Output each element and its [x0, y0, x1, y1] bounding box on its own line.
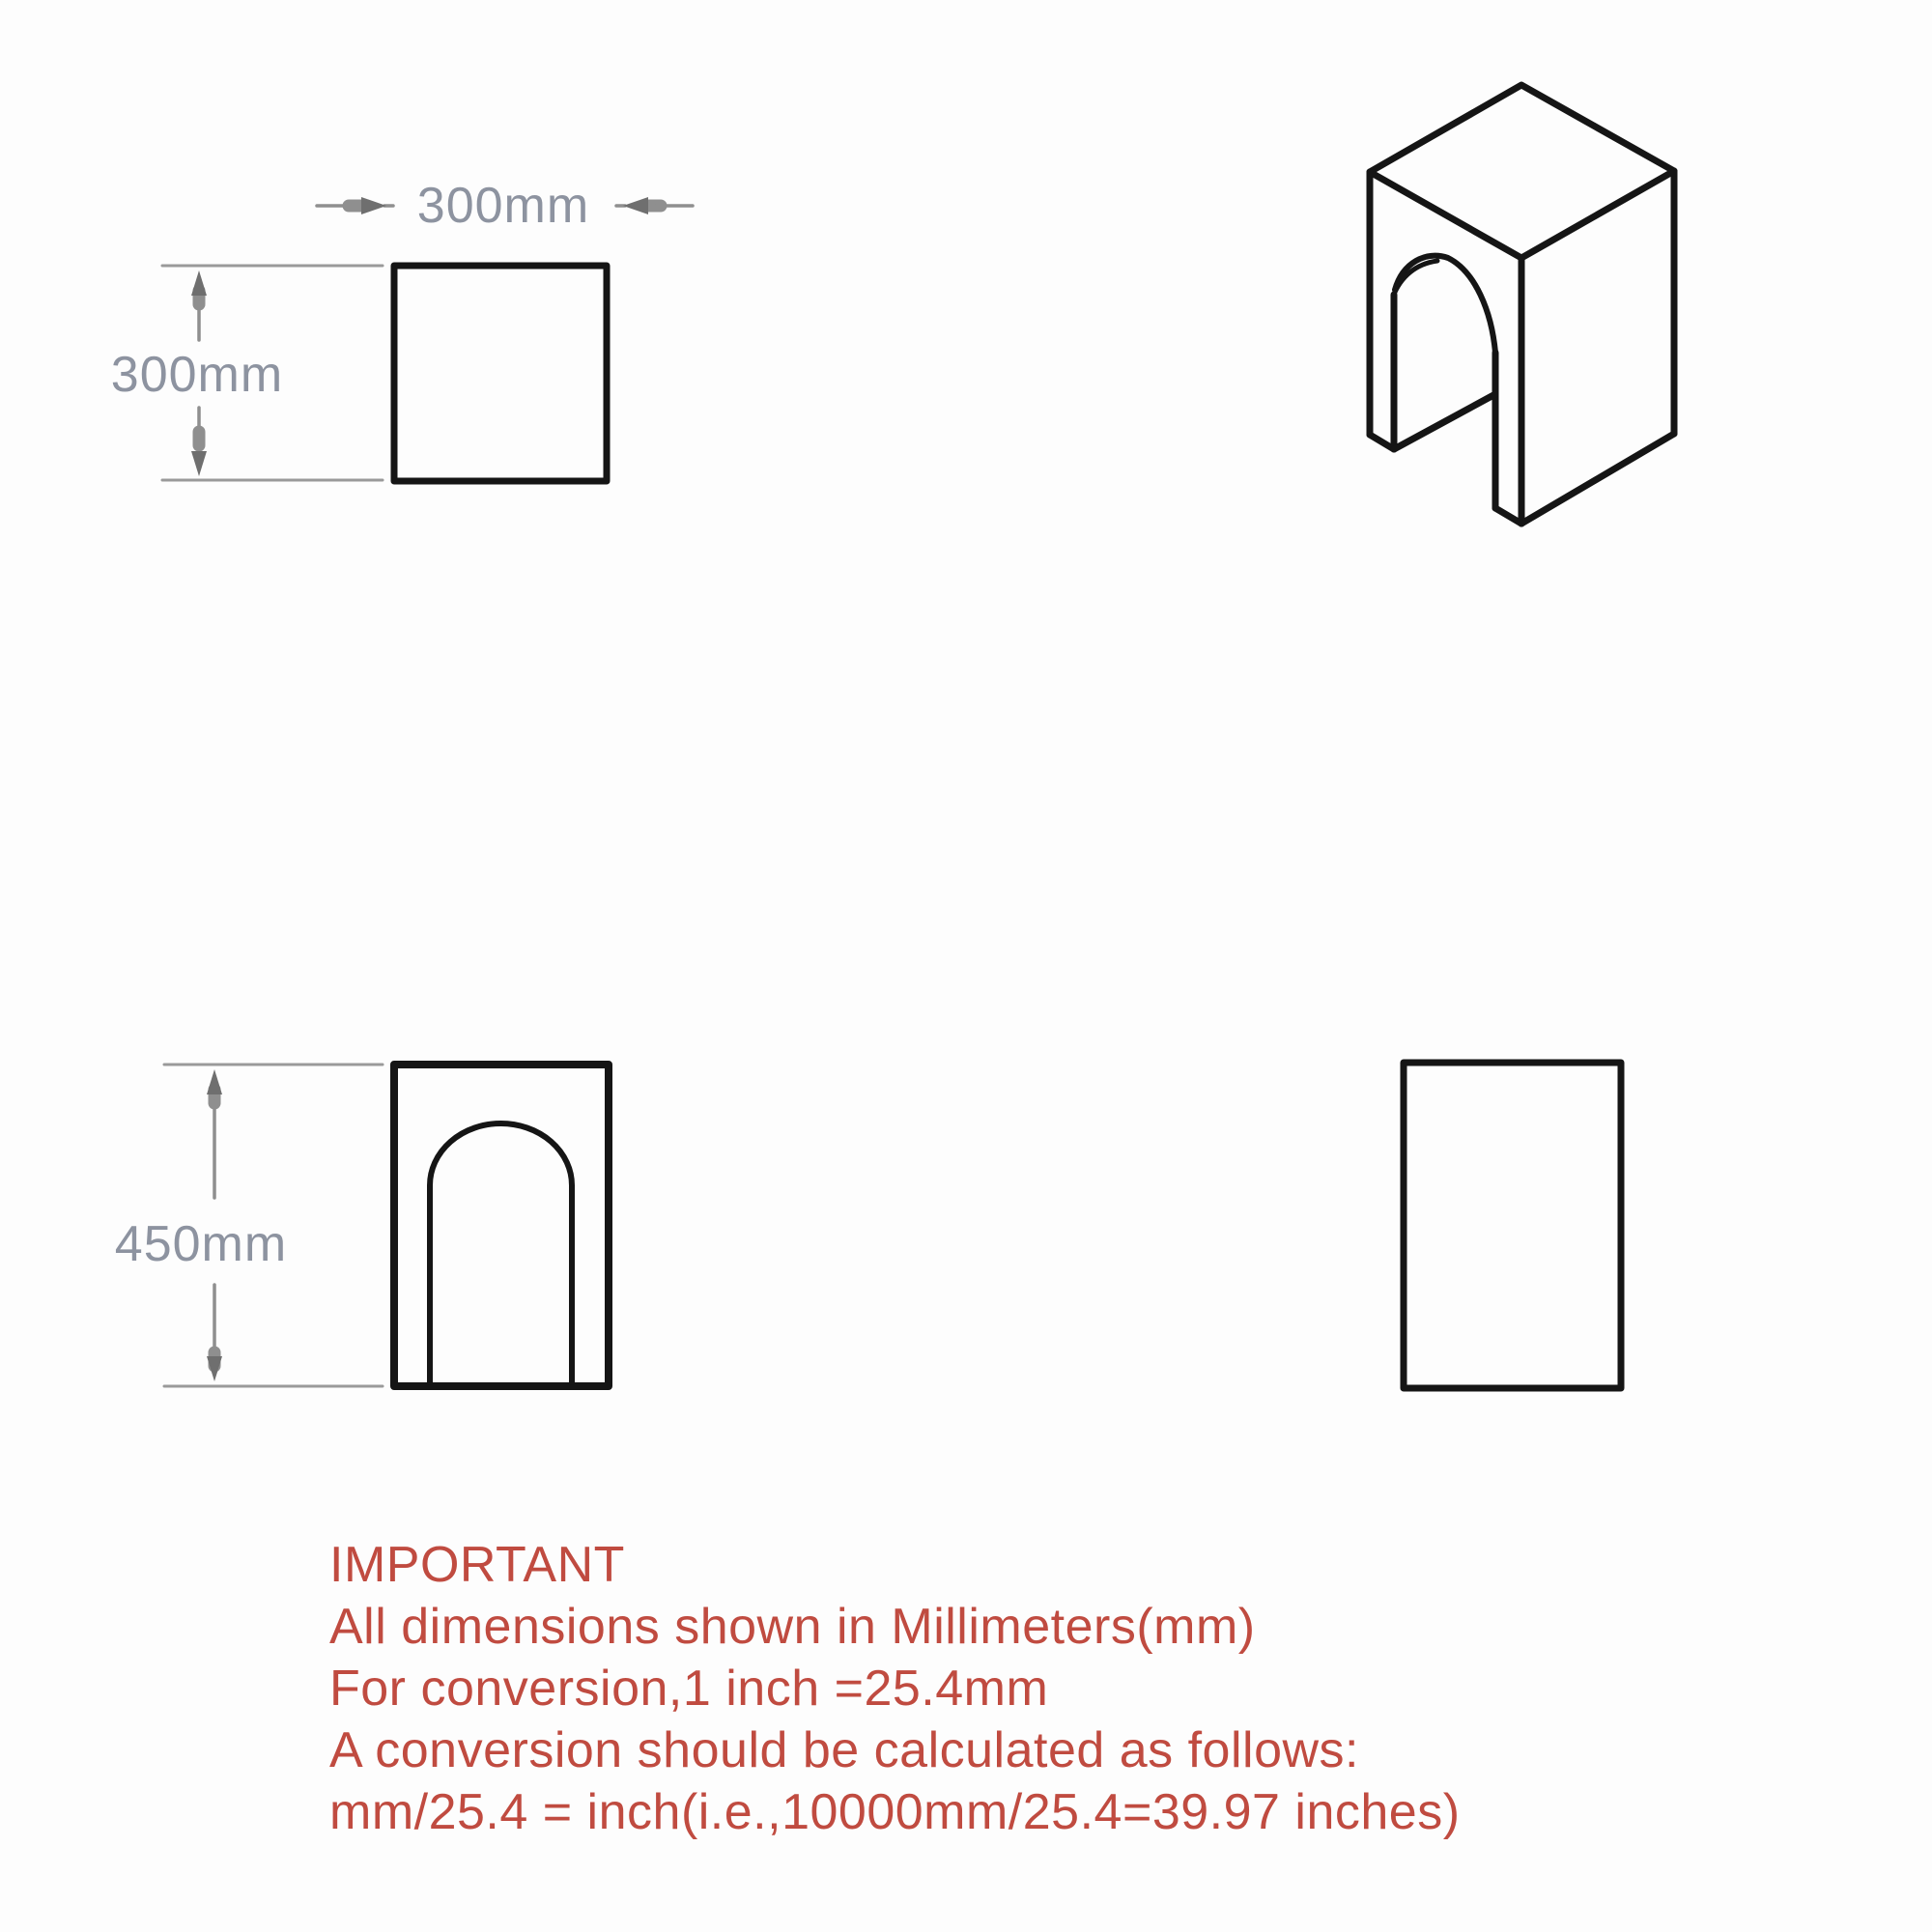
iso-tunnel-bottom-edge: [1394, 394, 1495, 449]
iso-right-leg-bottom: [1495, 508, 1521, 524]
top-view-height-label: 300mm: [110, 347, 284, 403]
front-view-height-label: 450mm: [114, 1216, 288, 1272]
side-view-drawing: [1404, 1063, 1621, 1388]
top-view-outline: [394, 266, 607, 481]
note-line-3: A conversion should be calculated as follows:: [329, 1722, 1360, 1778]
note-title: IMPORTANT: [329, 1537, 625, 1593]
note-line-4: mm/25.4 = inch(i.e.,10000mm/25.4=39.97 inches): [329, 1784, 1461, 1840]
arrow-left-icon: [623, 197, 648, 214]
arrow-down-icon: [191, 451, 207, 476]
side-view-outline: [1404, 1063, 1621, 1388]
arrow-up-icon: [207, 1069, 222, 1094]
front-view-outline: [394, 1065, 609, 1386]
front-view-drawing: [394, 1065, 609, 1386]
arrow-up-icon: [191, 270, 207, 296]
isometric-view-drawing: [1370, 85, 1674, 524]
important-note: [329, 1534, 1461, 1843]
top-view-drawing: [394, 266, 607, 481]
note-line-1: All dimensions shown in Millimeters(mm): [329, 1599, 1256, 1655]
iso-left-leg-bottom: [1370, 435, 1394, 449]
top-view-width-label: 300mm: [416, 178, 590, 234]
iso-right-face-bottom: [1521, 434, 1674, 524]
arrow-right-icon: [361, 197, 386, 214]
iso-top-face: [1370, 85, 1674, 258]
front-view-arch: [430, 1123, 572, 1382]
note-line-2: For conversion,1 inch =25.4mm: [329, 1661, 1049, 1717]
